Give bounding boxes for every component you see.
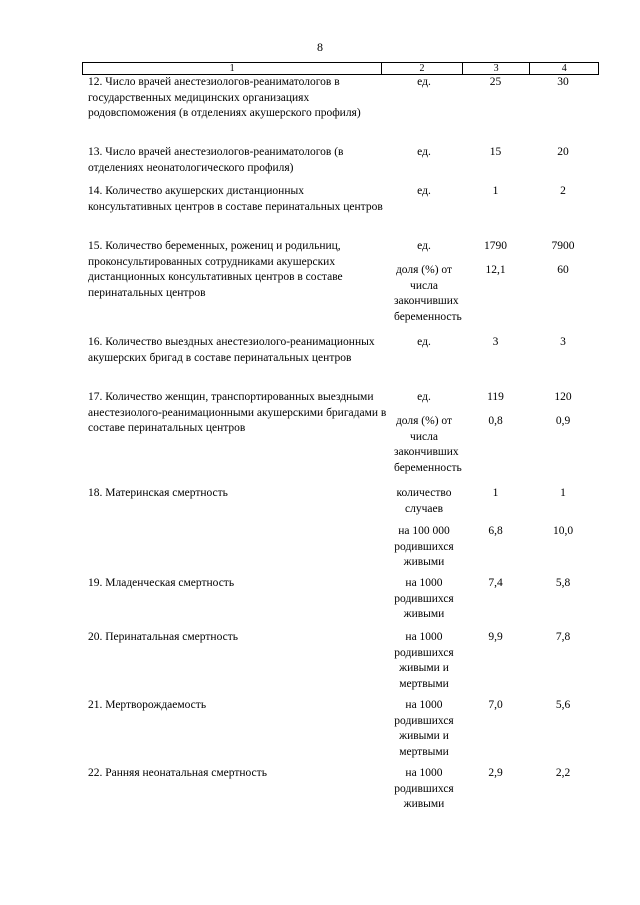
value-col-3: 0,8 — [488, 415, 503, 427]
page-number: 8 — [317, 40, 323, 54]
indicator-name: 12. Число врачей анестезиологов-реаниматологов в государственных медицинских организациях родовспоможения (в отделениях акушерского профиля) — [88, 76, 361, 119]
value-col-4: 0,9 — [555, 415, 571, 427]
indicator-name: 16. Количество выездных анестезиолого-реанимационных акушерских бригад в составе перинатальных центров — [88, 336, 375, 364]
indicator-name: 13. Число врачей анестезиологов-реаниматологов (в отделениях неонатологического профиля) — [88, 146, 344, 174]
value-col-4: 5,6 — [555, 699, 571, 711]
unit-cell: ед. — [417, 146, 431, 158]
unit-cell: на 1000 родившихся живыми — [394, 577, 454, 620]
value-col-3: 3 — [492, 336, 499, 348]
header-col-2: 2 — [381, 63, 462, 74]
value-col-4: 7900 — [551, 240, 575, 252]
unit-cell: ед. — [417, 76, 431, 88]
value-col-4: 2,2 — [555, 767, 571, 779]
unit-cell: ед. — [417, 391, 431, 403]
value-col-4: 30 — [557, 76, 569, 88]
indicator-name: 17. Количество женщин, транспортированных выездными анестезиолого-реанимационными акушерскими бригадами в составе перинатальных центров — [88, 391, 387, 434]
header-col-4: 4 — [529, 63, 598, 74]
value-col-4: 10,0 — [552, 525, 574, 537]
value-col-4: 120 — [554, 391, 572, 403]
value-col-4: 60 — [557, 264, 569, 276]
value-col-3: 9,9 — [488, 631, 503, 643]
header-col-1: 1 — [229, 63, 235, 74]
value-col-4: 7,8 — [555, 631, 571, 643]
indicator-name: 21. Мертворождаемость — [88, 699, 207, 711]
value-col-3: 1 — [492, 185, 499, 197]
value-col-3: 119 — [487, 391, 504, 403]
value-col-3: 7,0 — [488, 699, 503, 711]
unit-cell: на 1000 родившихся живыми и мертвыми — [394, 699, 454, 758]
unit-cell: ед. — [417, 336, 431, 348]
value-col-4: 2 — [560, 185, 566, 197]
value-col-4: 20 — [557, 146, 569, 158]
table-header — [82, 62, 599, 75]
value-col-3: 7,4 — [488, 577, 503, 589]
indicator-name: 22. Ранняя неонатальная смертность — [88, 767, 267, 779]
value-col-4: 5,8 — [555, 577, 571, 589]
value-col-3: 6,8 — [488, 525, 503, 537]
value-col-3: 1790 — [484, 240, 507, 252]
value-col-4: 1 — [560, 487, 566, 499]
unit-cell: на 1000 родившихся живыми — [394, 767, 454, 810]
unit-cell: ед. — [417, 185, 431, 197]
indicator-name: 19. Младенческая смертность — [88, 577, 235, 589]
value-col-3: 15 — [489, 146, 502, 158]
value-col-3: 12,1 — [485, 264, 506, 276]
unit-cell: на 100 000 родившихся живыми — [394, 525, 454, 568]
indicator-name: 20. Перинатальная смертность — [88, 631, 238, 643]
unit-cell: количество случаев — [396, 487, 452, 515]
unit-cell: доля (%) от числа закончивших беременность — [394, 415, 462, 474]
indicator-name: 14. Количество акушерских дистанционных консультативных центров в составе перинатальных центров — [88, 185, 383, 213]
value-col-3: 2,9 — [488, 767, 503, 779]
value-col-3: 25 — [489, 76, 502, 88]
unit-cell: доля (%) от числа закончивших беременность — [394, 264, 462, 323]
unit-cell: на 1000 родившихся живыми и мертвыми — [394, 631, 454, 690]
indicator-name: 15. Количество беременных, рожениц и родильниц, проконсультированных сотрудниками акушерских дистанционных консультативных центров в составе перинатальных центров — [88, 240, 343, 299]
header-col-3: 3 — [462, 63, 530, 74]
value-col-3: 1 — [492, 487, 499, 499]
unit-cell: ед. — [417, 240, 431, 252]
indicator-name: 18. Материнская смертность — [88, 487, 228, 499]
value-col-4: 3 — [560, 336, 566, 348]
